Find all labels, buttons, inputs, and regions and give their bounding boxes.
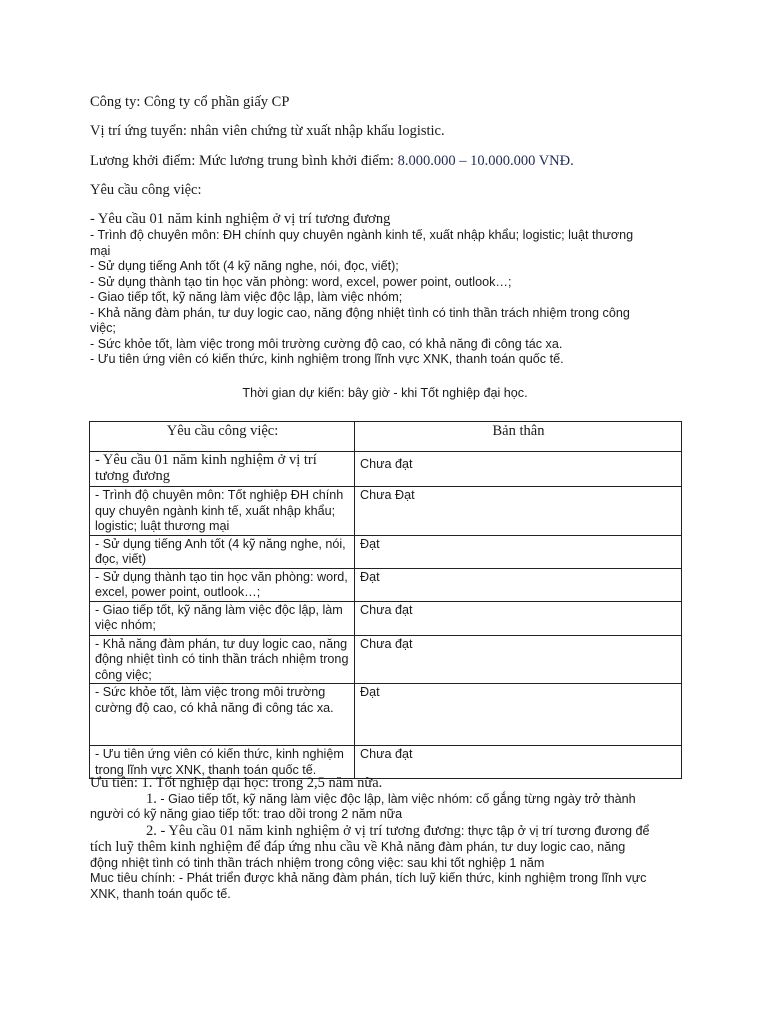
company-value: Công ty cổ phần giấy CP xyxy=(143,94,290,110)
company-line xyxy=(90,94,289,111)
timeline-text: Thời gian dự kiến: bây giờ - khi Tốt nghiệp đại học. xyxy=(242,386,528,400)
priority-item-2-line3: động nhiệt tình có tinh thần trách nhiệm trong công việc: sau khi tốt nghiệp 1 năm xyxy=(90,855,545,870)
row-status: Đạt xyxy=(355,535,682,568)
requirement-item: - Ưu tiên ứng viên có kiến thức, kinh nghiệm trong lĩnh vực XNK, thanh toán quốc tế. xyxy=(90,352,564,366)
priority-item-2-title: 2. - Yêu cầu 01 năm kinh nghiệm ở vị trí tương đương xyxy=(146,822,461,839)
priority-item-2-continued xyxy=(90,839,690,856)
requirements-list xyxy=(90,211,675,368)
row-status: Chưa đạt xyxy=(355,601,682,635)
comparison-table xyxy=(89,421,682,779)
priority-section xyxy=(90,776,690,902)
row-status: Chưa đạt xyxy=(355,452,682,487)
table-row xyxy=(90,635,682,684)
row-requirement: - Sử dụng tiếng Anh tốt (4 kỹ năng nghe, nói, đọc, viết) xyxy=(90,535,355,568)
main-goal-line-2: XNK, thanh toán quốc tế. xyxy=(90,886,231,901)
row-status: Chưa đạt xyxy=(355,746,682,779)
position-line xyxy=(90,123,445,140)
requirement-item: - Sử dụng tiếng Anh tốt (4 kỹ năng nghe, nói, đọc, viết); xyxy=(90,259,399,273)
priority-item-2-line2-serif: tích luỹ thêm kinh nghiệm để đáp ứng nhu cầu về xyxy=(90,839,378,855)
position-label: Vị trí ứng tuyển: xyxy=(90,123,187,139)
position-value: nhân viên chứng từ xuất nhập khẩu logistic. xyxy=(190,123,445,139)
requirement-item-continued: việc; xyxy=(90,321,116,335)
table-row xyxy=(90,452,682,487)
requirement-item-continued: mại xyxy=(90,243,111,258)
salary-amount: 8.000.000 – 10.000.000 VNĐ. xyxy=(397,153,574,169)
requirement-item: - Khả năng đàm phán, tư duy logic cao, năng động nhiệt tình có tinh thần trách nhiệm trong công xyxy=(90,305,630,320)
table-row xyxy=(90,535,682,568)
row-requirement: - Giao tiếp tốt, kỹ năng làm việc độc lập, làm việc nhóm; xyxy=(90,601,355,635)
table-row xyxy=(90,601,682,635)
row-status: Đạt xyxy=(355,568,682,601)
priority-item-2-text: : thực tập ở vị trí tương đương để xyxy=(460,823,650,838)
salary-label: Lương khởi điểm: xyxy=(90,153,196,169)
requirement-item: - Sức khỏe tốt, làm việc trong môi trường cường độ cao, có khả năng đi công tác xa. xyxy=(90,336,563,351)
priority-item-1-number: 1. xyxy=(146,790,157,807)
row-status: Chưa Đạt xyxy=(355,487,682,536)
row-requirement: - Ưu tiên ứng viên có kiến thức, kinh nghiệm trong lĩnh vực XNK, thanh toán quốc tế. xyxy=(90,746,355,779)
priority-item-1 xyxy=(90,792,690,808)
requirement-item: - Giao tiếp tốt, kỹ năng làm việc độc lập, làm việc nhóm; xyxy=(90,290,403,304)
priority-label: Ưu tiên: 1. Tốt nghiệp đại học: trong 2,5 năm nữa. xyxy=(90,775,383,791)
header-requirement: Yêu cầu công việc: xyxy=(90,422,355,452)
row-status: Đạt xyxy=(355,684,682,746)
priority-item-2 xyxy=(90,823,690,840)
priority-item-1-text: - Giao tiếp tốt, kỹ năng làm việc độc lập, làm việc nhóm: cố gắng từng ngày trở thành xyxy=(160,791,636,806)
header-self: Bản thân xyxy=(355,422,682,452)
company-label: Công ty: xyxy=(90,94,141,110)
salary-text: Mức lương trung bình khởi điểm: xyxy=(198,153,394,169)
salary-line xyxy=(90,153,574,170)
requirement-item: - Trình độ chuyên môn: ĐH chính quy chuyên ngành kinh tế, xuất nhập khẩu; logistic; luật thương xyxy=(90,228,634,242)
row-requirement: - Sử dụng thành tạo tin học văn phòng: word, excel, power point, outlook…; xyxy=(90,568,355,601)
table-row xyxy=(90,568,682,601)
table-row xyxy=(90,684,682,746)
priority-item-2-line2-sans: Khả năng đàm phán, tư duy logic cao, năng xyxy=(377,840,626,854)
requirement-item: - Sử dụng thành tạo tin học văn phòng: word, excel, power point, outlook…; xyxy=(90,274,512,289)
row-requirement: - Yêu cầu 01 năm kinh nghiệm ở vị trí tương đương xyxy=(90,452,355,487)
table-header-row xyxy=(90,422,682,452)
row-requirement: - Trình độ chuyên môn: Tốt nghiệp ĐH chính quy chuyên ngành kinh tế, xuất nhập khẩu; logistic; luật thương mại xyxy=(90,487,355,536)
row-status: Chưa đạt xyxy=(355,635,682,684)
row-requirement: - Sức khỏe tốt, làm việc trong môi trường cường độ cao, có khả năng đi công tác xa. xyxy=(90,684,355,746)
table-row xyxy=(90,487,682,536)
requirements-heading: Yêu cầu công việc: xyxy=(90,182,202,198)
table-row xyxy=(90,746,682,779)
requirement-item: - Yêu cầu 01 năm kinh nghiệm ở vị trí tương đương xyxy=(90,211,391,227)
main-goal-line-1: Muc tiêu chính: - Phát triển được khả năng đàm phán, tích luỹ kiến thức, kinh nghiệm trong lĩnh vực xyxy=(90,871,647,885)
priority-item-1-continued: người có kỹ năng giao tiếp tốt: trao dồi trong 2 năm nữa xyxy=(90,807,403,821)
row-requirement: - Khả năng đàm phán, tư duy logic cao, năng động nhiệt tình có tinh thần trách nhiệm trong công việc; xyxy=(90,635,355,684)
